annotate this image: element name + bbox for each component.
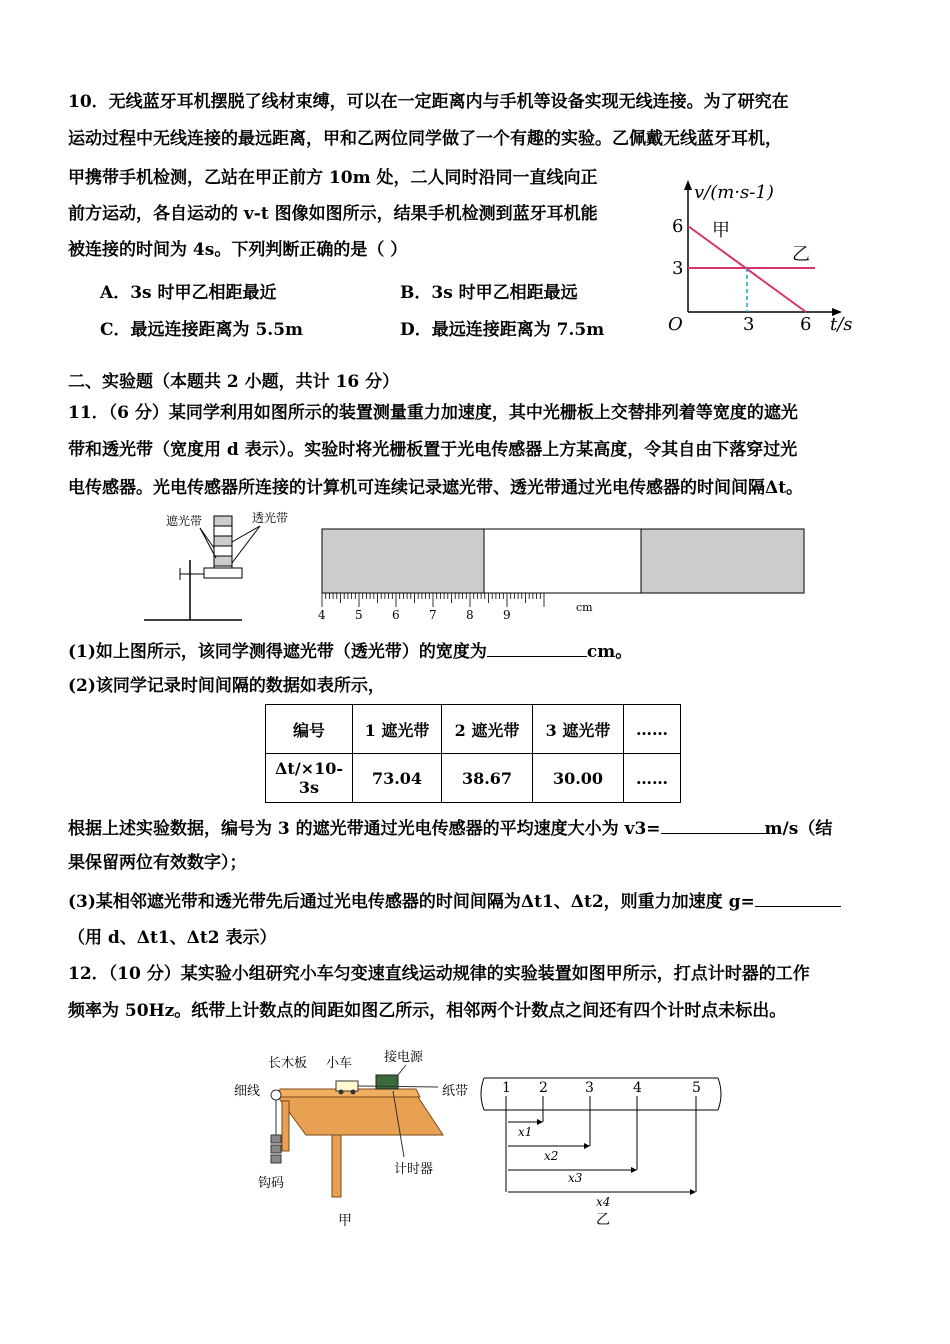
x-label-3: x3: [568, 1171, 583, 1185]
table-header-cell: 2 遮光带: [442, 705, 533, 754]
data-table: [265, 704, 681, 803]
table-cell: 73.04: [353, 754, 442, 803]
arrowhead-x1: [537, 1119, 543, 1125]
ruler-num-5: 5: [355, 608, 363, 622]
table-row: [266, 754, 681, 803]
q11-part2b-text: 根据上述实验数据，编号为 3 的遮光带通过光电传感器的平均速度大小为 v3=: [68, 819, 661, 839]
weight-1: [271, 1135, 281, 1143]
q10-option-d: D．最远连接距离为 7.5m: [400, 320, 605, 340]
cart: [336, 1081, 358, 1091]
q10-line3: 甲携带手机检测，乙站在甲正前方 10m 处，二人同时沿同一直线向正: [68, 168, 598, 188]
vt-ylabel: v/(m·s-1): [694, 182, 774, 203]
label-weight: 钩码: [258, 1176, 285, 1191]
photo-sensor: [204, 568, 242, 578]
q11-part3b: （用 d、Δt1、Δt2 表示）: [68, 928, 277, 948]
ruler-num-8: 8: [466, 608, 474, 622]
vt-ytick-6: 6: [672, 216, 684, 237]
table-header-cell: 编号: [266, 705, 353, 754]
q11-part2b: [68, 817, 832, 839]
table-leg-front: [332, 1135, 341, 1197]
cart-wheel-1: [339, 1090, 344, 1095]
q10-line2: 运动过程中无线连接的最远距离，甲和乙两位同学做了一个有趣的实验。乙佩戴无线蓝牙耳机，: [68, 129, 782, 149]
q12-line1: 12．（10 分）某实验小组研究小车匀变速直线运动规律的实验装置如图甲所示，打点计时器的工作: [68, 964, 810, 984]
table-header-cell: ……: [624, 705, 681, 754]
point-label-5: 5: [692, 1080, 701, 1096]
table-top: [278, 1097, 443, 1135]
vt-xtick-6: 6: [800, 314, 812, 335]
point-label-1: 1: [502, 1080, 511, 1096]
table-header-cell: 3 遮光带: [533, 705, 624, 754]
ruler-ticks: [322, 593, 544, 607]
x-label-2: x2: [544, 1149, 559, 1163]
q10-option-b: B．3s 时甲乙相距最远: [400, 283, 578, 303]
cart-wheel-2: [351, 1090, 356, 1095]
q10-line1: 10．无线蓝牙耳机摆脱了线材束缚，可以在一定距离内与手机等设备实现无线连接。为了研究在: [68, 92, 789, 112]
grating-band-3: [214, 556, 232, 566]
vt-label-jia: 甲: [712, 220, 730, 241]
table-row-label: Δt/×10-3s: [266, 754, 353, 803]
q11-part1-text: (1)如上图所示，该同学测得遮光带（透光带）的宽度为: [68, 642, 487, 662]
q11-line3: 电传感器。光电传感器所连接的计算机可连续记录遮光带、透光带通过光电传感器的时间间隔Δt。: [68, 478, 804, 498]
label-board: 长木板: [268, 1056, 308, 1071]
pulley: [271, 1090, 281, 1100]
label-zhe-guang-dai: 遮光带: [166, 514, 203, 528]
grating-apparatus-figure: [140, 508, 310, 626]
table-cell: ……: [624, 754, 681, 803]
table-header-cell: 1 遮光带: [353, 705, 442, 754]
vt-xtick-3: 3: [743, 314, 755, 335]
vt-y-arrow: [684, 180, 692, 190]
vt-label-yi: 乙: [792, 244, 810, 265]
ruler-num-6: 6: [392, 608, 400, 622]
grating-band-1: [214, 516, 232, 526]
arrowhead-x3: [631, 1167, 637, 1173]
arrowhead-x2: [584, 1143, 590, 1149]
q11-part1-unit: cm。: [586, 642, 633, 662]
ruler-figure: [318, 525, 818, 625]
caption-jia: 甲: [338, 1213, 352, 1229]
x-label-1: x1: [518, 1125, 533, 1139]
q10-option-a: A．3s 时甲乙相距最近: [100, 283, 277, 303]
section-title: 二、实验题（本题共 2 小题，共计 16 分）: [68, 372, 400, 392]
power-wire: [398, 1065, 406, 1075]
label-timer: 计时器: [394, 1162, 434, 1177]
point-label-4: 4: [633, 1080, 642, 1096]
x-label-4: x4: [596, 1195, 611, 1209]
q11-part2c: 果保留两位有效数字）；: [68, 853, 247, 873]
q11-part2: (2)该同学记录时间间隔的数据如表所示，: [68, 676, 385, 696]
q12-line2: 频率为 50Hz。纸带上计数点的间距如图乙所示，相邻两个计数点之间还有四个计时点未标出。: [68, 1001, 787, 1021]
q11-part3: [68, 890, 841, 912]
pointer-4: [232, 526, 260, 563]
q11-part1: [68, 640, 632, 662]
label-car: 小车: [326, 1056, 353, 1071]
weight-2: [271, 1145, 281, 1153]
vt-graph: [660, 172, 870, 340]
ruler-unit: cm: [576, 601, 593, 614]
q11-line2: 带和透光带（宽度用 d 表示）。实验时将光栅板置于光电传感器上方某高度，令其自由下落穿过光: [68, 440, 798, 460]
label-power: 接电源: [384, 1050, 424, 1065]
table-leg-left: [282, 1101, 289, 1151]
q10-option-c: C．最远连接距离为 5.5m: [100, 320, 304, 340]
label-string: 细线: [234, 1084, 261, 1099]
q10-line5: 被连接的时间为 4s。下列判断正确的是（ ）: [68, 240, 408, 260]
point-label-2: 2: [539, 1080, 548, 1096]
band-shaded-2: [641, 529, 804, 593]
answer-blank-g[interactable]: [755, 890, 841, 907]
answer-blank-width[interactable]: [487, 640, 587, 657]
weight-3: [271, 1155, 281, 1163]
q10-line4: 前方运动，各自运动的 v-t 图像如图所示，结果手机检测到蓝牙耳机能: [68, 204, 598, 224]
table-cell: 30.00: [533, 754, 624, 803]
q11-part2b-unit: m/s（结: [764, 819, 833, 839]
ruler-num-4: 4: [318, 608, 326, 622]
ruler-num-7: 7: [429, 608, 437, 622]
band-clear: [484, 529, 641, 593]
arrowhead-x4: [690, 1189, 696, 1195]
tape-line: [358, 1086, 438, 1087]
band-shaded-1: [322, 529, 484, 593]
label-tape: 纸带: [442, 1084, 468, 1099]
figure-jia: [228, 1045, 468, 1230]
tape-left-break: [481, 1078, 484, 1110]
q11-part3-text: (3)某相邻遮光带和透光带先后通过光电传感器的时间间隔为Δt1、Δt2，则重力加速度 g=: [68, 892, 755, 912]
tape-right-break: [718, 1078, 721, 1110]
vt-origin: O: [668, 314, 683, 335]
pointer-3: [232, 526, 260, 542]
vt-xlabel: t/s: [830, 314, 853, 335]
ruler-num-9: 9: [503, 608, 511, 622]
label-tou-guang-dai: 透光带: [252, 511, 289, 525]
grating-band-2: [214, 536, 232, 546]
vt-ytick-3: 3: [672, 258, 684, 279]
answer-blank-v3[interactable]: [661, 817, 765, 834]
figure-yi: [478, 1048, 723, 1228]
table-cell: 38.67: [442, 754, 533, 803]
q11-line1: 11．（6 分）某同学利用如图所示的装置测量重力加速度，其中光栅板上交替排列着等宽度的遮光: [68, 403, 798, 423]
point-label-3: 3: [585, 1080, 594, 1096]
caption-yi: 乙: [596, 1212, 610, 1228]
table-header-row: [266, 705, 681, 754]
